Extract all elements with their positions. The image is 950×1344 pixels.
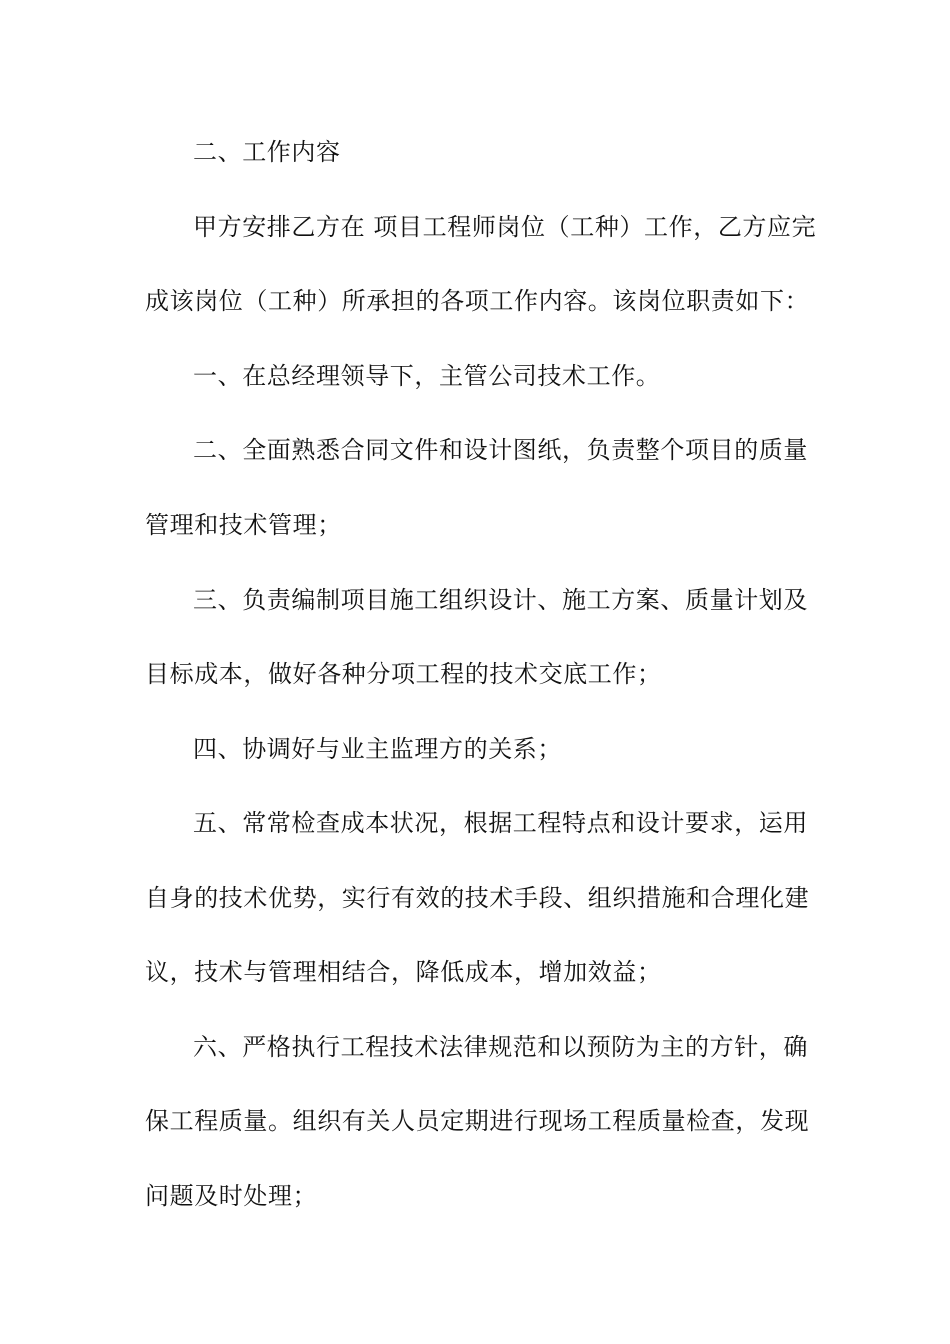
- paragraph-line: 成该岗位（工种）所承担的各项工作内容。该岗位职责如下：: [145, 287, 810, 315]
- paragraph-line: 五、常常检查成本状况，根据工程特点和设计要求，运用: [193, 809, 808, 837]
- paragraph-line: 六、严格执行工程技术法律规范和以预防为主的方针，确: [193, 1033, 808, 1061]
- paragraph-line: 目标成本，做好各种分项工程的技术交底工作；: [145, 660, 662, 688]
- section-heading: 二、工作内容: [193, 138, 341, 166]
- paragraph-line: 议，技术与管理相结合，降低成本，增加效益；: [145, 958, 662, 986]
- paragraph-line: 二、全面熟悉合同文件和设计图纸，负责整个项目的质量: [193, 436, 808, 464]
- paragraph-line: 一、在总经理领导下，主管公司技术工作。: [193, 362, 661, 390]
- paragraph-line: 问题及时处理；: [145, 1182, 318, 1210]
- paragraph-line: 保工程质量。组织有关人员定期进行现场工程质量检查，发现: [145, 1107, 810, 1135]
- paragraph-line: 甲方安排乙方在 项目工程师岗位（工种）工作，乙方应完: [193, 213, 817, 241]
- paragraph-line: 四、协调好与业主监理方的关系；: [193, 735, 562, 763]
- paragraph-line: 管理和技术管理；: [145, 511, 342, 539]
- paragraph-line: 自身的技术优势，实行有效的技术手段、组织措施和合理化建: [145, 884, 810, 912]
- paragraph-line: 三、负责编制项目施工组织设计、施工方案、质量计划及: [193, 586, 808, 614]
